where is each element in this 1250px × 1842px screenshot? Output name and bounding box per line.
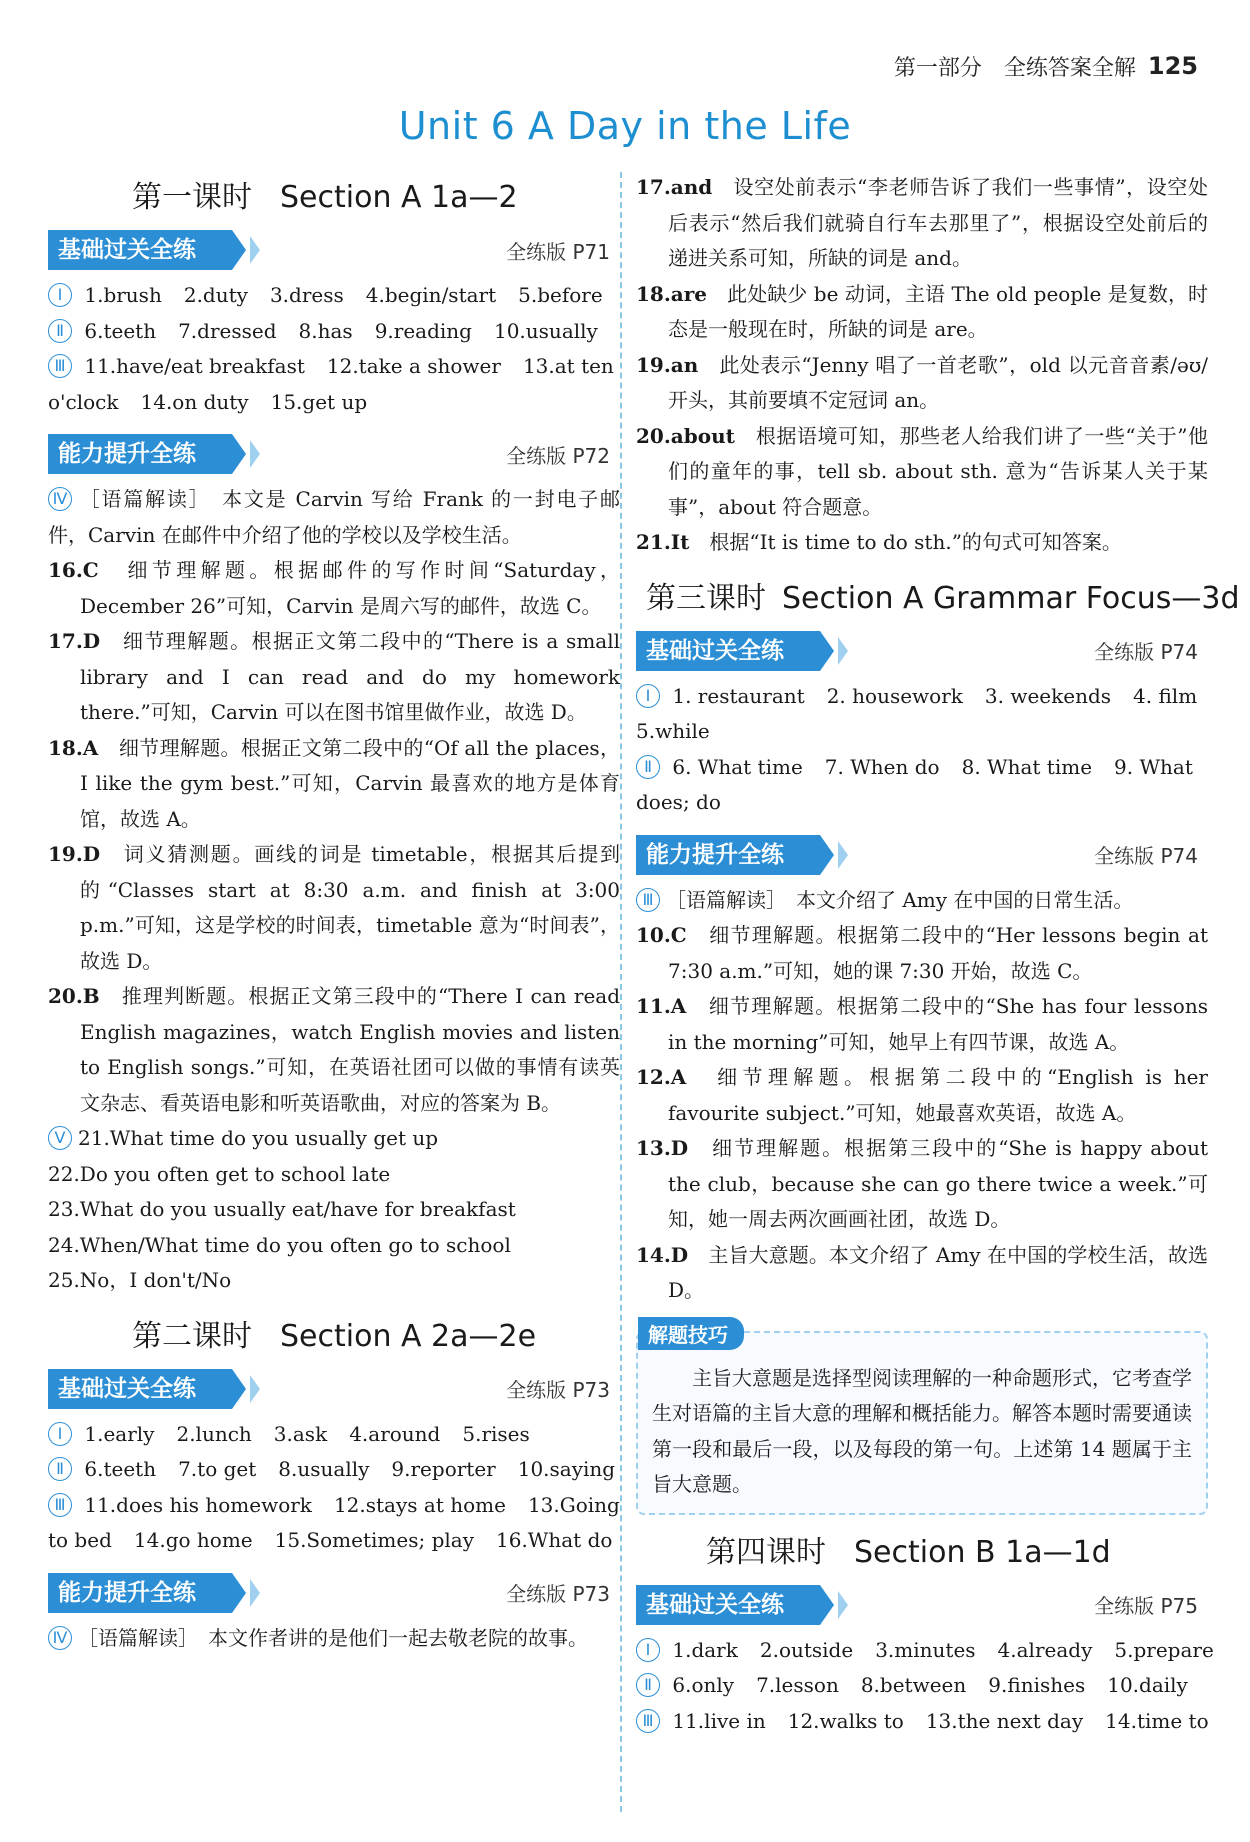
advanced-section-bar-2	[48, 1573, 620, 1613]
answer-row-iii: Ⅲ 11.does his homework 12.stays at home 13.Going	[48, 1488, 620, 1524]
roman-numeral-icon: Ⅲ	[636, 888, 660, 912]
lesson-2-title: 第二课时 Section A 2a—2e	[132, 1318, 537, 1354]
answer-line: 25.No，I don't/No	[48, 1268, 232, 1292]
roman-numeral-icon: Ⅲ	[636, 1709, 660, 1733]
column-divider	[620, 172, 622, 1812]
basic-section-bar-2	[48, 1369, 620, 1409]
basic-section-tag: 基础过关全练	[636, 1585, 820, 1625]
answer-item: 19.D 词义猜测题。画线的词是 timetable，根据其后提到的“Classes start at 8:30 a.m. and finish at 3:00 p.m.”可知，这是学校的时间表，timetable 意为“时间表”，故选 D。	[48, 842, 621, 973]
answer-row-i: Ⅰ 1.brush 2.duty 3.dress 4.begin/start 5.before	[48, 278, 620, 314]
lesson-3-title: 第三课时 Section A Grammar Focus—3d	[646, 580, 1240, 616]
answer-item: 17.and 设空处前表示“李老师告诉了我们一些事情”，设空处后表示“然后我们就骑自行车去那里了”，根据设空处前后的递进关系可知，所缺的词是 and。	[636, 175, 1209, 270]
answer-row-v: Ⅴ 21.What time do you usually get up	[48, 1121, 620, 1157]
answer-row-i: Ⅰ 1. restaurant 2. housework 3. weekends 4. film	[636, 679, 1208, 715]
advanced-section-bar-1	[48, 434, 620, 474]
answer-row-ii: Ⅱ 6.teeth 7.dressed 8.has 9.reading 10.usually	[48, 314, 620, 350]
answer-row-iii: Ⅲ 11.have/eat breakfast 12.take a shower 13.at ten	[48, 349, 620, 385]
passage-summary-iv: Ⅳ ［语篇解读］ 本文作者讲的是他们一起去敬老院的故事。	[48, 1621, 620, 1657]
roman-numeral-icon: Ⅲ	[48, 1493, 72, 1517]
answer-row-iii-cont: o'clock 14.on duty 15.get up	[48, 389, 368, 414]
basic-section-tag: 基础过关全练	[48, 230, 232, 270]
answer-line: 24.When/What time do you often go to school	[48, 1232, 511, 1257]
left-column	[48, 160, 620, 1656]
header-part: 第一部分	[893, 55, 982, 81]
answer-line: 22.Do you often get to school late	[48, 1161, 391, 1186]
answer-row-i: Ⅰ 1.dark 2.outside 3.minutes 4.already 5.prepare	[636, 1633, 1208, 1669]
passage-summary-iii: Ⅲ ［语篇解读］ 本文介绍了 Amy 在中国的日常生活。	[636, 883, 1208, 919]
answer-item: 18.are 此处缺少 be 动词，主语 The old people 是复数，时态是一般现在时，所缺的词是 are。	[636, 281, 1209, 341]
page-number: 125	[1147, 52, 1198, 80]
answer-item: 11.A 细节理解题。根据第二段中的“She has four lessons in the morning”可知，她早上有四节课，故选 A。	[636, 994, 1208, 1054]
answer-line: 5.while	[636, 719, 710, 743]
roman-numeral-icon: Ⅰ	[636, 1638, 660, 1662]
header-section: 全练答案全解	[1003, 55, 1136, 81]
roman-numeral-icon: Ⅱ	[48, 1457, 72, 1481]
roman-numeral-icon: Ⅳ	[48, 1626, 72, 1650]
roman-numeral-icon: Ⅱ	[636, 1673, 660, 1697]
solving-tip-box	[636, 1322, 1208, 1515]
advanced-section-tag: 能力提升全练	[48, 1573, 232, 1613]
unit-title: Unit 6 A Day in the Life	[398, 104, 852, 148]
answer-item: 20.B 推理判断题。根据正文第三段中的“There I can read English magazines，watch English movies and listen to English songs.”可知，在英语社团可以做的事情有读英文杂志、看英语电影和听英语歌曲，对应的答案为 B。	[48, 984, 621, 1115]
answer-item: 13.D 细节理解题。根据第三段中的“She is happy about the club，because she can go there twice a week.”可知，她一周去两次画画社团，故选 D。	[636, 1136, 1208, 1231]
right-column	[636, 170, 1240, 1739]
answer-item: 16.C 细节理解题。根据邮件的写作时间“Saturday，December 26”可知，Carvin 是周六写的邮件，故选 C。	[48, 558, 621, 618]
answer-row-ii: Ⅱ 6.teeth 7.to get 8.usually 9.reporter 10.saying	[48, 1452, 620, 1488]
advanced-section-bar-3	[636, 835, 1208, 875]
answer-row-iii-cont: to bed 14.go home 15.Sometimes; play 16.What do	[48, 1528, 613, 1552]
lesson-4-title: 第四课时 Section B 1a—1d	[706, 1534, 1111, 1570]
lesson-1-title: 第一课时 Section A 1a—2	[132, 180, 518, 215]
basic-section-tag: 基础过关全练	[48, 1369, 232, 1409]
advanced-section-tag: 能力提升全练	[48, 434, 232, 474]
basic-section-bar-3	[636, 631, 1208, 671]
answer-row-i: Ⅰ 1.early 2.lunch 3.ask 4.around 5.rises	[48, 1417, 620, 1453]
page-reference: 全练版 P71	[506, 239, 610, 264]
page-reference: 全练版 P75	[1094, 1594, 1198, 1618]
solving-tip-text: 主旨大意题是选择型阅读理解的一种命题形式，它考查学生对语篇的主旨大意的理解和概括能力。解答本题时需要通读第一段和最后一段，以及每段的第一句。上述第 14 题属于主旨大意题。	[652, 1365, 1192, 1496]
advanced-section-tag: 能力提升全练	[636, 835, 820, 875]
roman-numeral-icon: Ⅱ	[636, 755, 660, 779]
page-reference: 全练版 P73	[506, 1582, 610, 1606]
answer-item: 21.It 根据“It is time to do sth.”的句式可知答案。	[636, 530, 1122, 554]
solving-tip-tag: 解题技巧	[638, 1317, 744, 1350]
page-reference: 全练版 P72	[506, 443, 610, 468]
answer-line: 23.What do you usually eat/have for breakfast	[48, 1197, 516, 1221]
roman-numeral-icon: Ⅲ	[48, 354, 72, 378]
roman-numeral-icon: Ⅴ	[48, 1126, 72, 1150]
page-reference: 全练版 P74	[1094, 844, 1198, 868]
answer-row-ii: Ⅱ 6.only 7.lesson 8.between 9.finishes 10.daily	[636, 1668, 1208, 1704]
answer-item: 17.D 细节理解题。根据正文第二段中的“There is a small library and I can read and do my homework there.”可知，Carvin 可以在图书馆里做作业，故选 D。	[48, 629, 620, 724]
roman-numeral-icon: Ⅰ	[636, 684, 660, 708]
roman-numeral-icon: Ⅱ	[48, 319, 72, 343]
basic-section-tag: 基础过关全练	[636, 631, 820, 671]
answer-item: 14.D 主旨大意题。本文介绍了 Amy 在中国的学校生活，故选 D。	[636, 1242, 1209, 1302]
answer-item: 12.A 细节理解题。根据第二段中的“English is her favourite subject.”可知，她最喜欢英语，故选 A。	[636, 1065, 1208, 1125]
page-header	[894, 46, 1198, 86]
basic-section-bar-1	[48, 230, 620, 270]
roman-numeral-icon: Ⅰ	[48, 1422, 72, 1446]
answer-item: 19.an 此处表示“Jenny 唱了一首老歌”，old 以元音音素/əʊ/开头，其前要填不定冠词 an。	[636, 352, 1208, 412]
basic-section-bar-4	[636, 1585, 1208, 1625]
passage-summary-iv: Ⅳ ［语篇解读］ 本文是 Carvin 写给 Frank 的一封电子邮件，Carvin 在邮件中介绍了他的学校以及学校生活。	[48, 487, 620, 547]
answer-item: 20.about 根据语境可知，那些老人给我们讲了一些“关于”他们的童年的事，tell sb. about sth. 意为“告诉某人关于某事”，about 符合题意。	[636, 423, 1209, 519]
answer-line: does; do	[636, 790, 721, 814]
page-reference: 全练版 P73	[506, 1378, 610, 1402]
roman-numeral-icon: Ⅰ	[48, 283, 72, 307]
answer-item: 18.A 细节理解题。根据正文第二段中的“Of all the places，I like the gym best.”可知，Carvin 最喜欢的地方是体育馆，故选 A。	[48, 735, 620, 831]
page-reference: 全练版 P74	[1094, 640, 1198, 664]
answer-row-ii: Ⅱ 6. What time 7. When do 8. What time 9. What	[636, 750, 1208, 786]
roman-numeral-icon: Ⅳ	[48, 487, 72, 511]
answer-row-iii: Ⅲ 11.live in 12.walks to 13.the next day 14.time to	[636, 1704, 1208, 1740]
answer-item: 10.C 细节理解题。根据第二段中的“Her lessons begin at 7:30 a.m.”可知，她的课 7:30 开始，故选 C。	[636, 923, 1209, 983]
